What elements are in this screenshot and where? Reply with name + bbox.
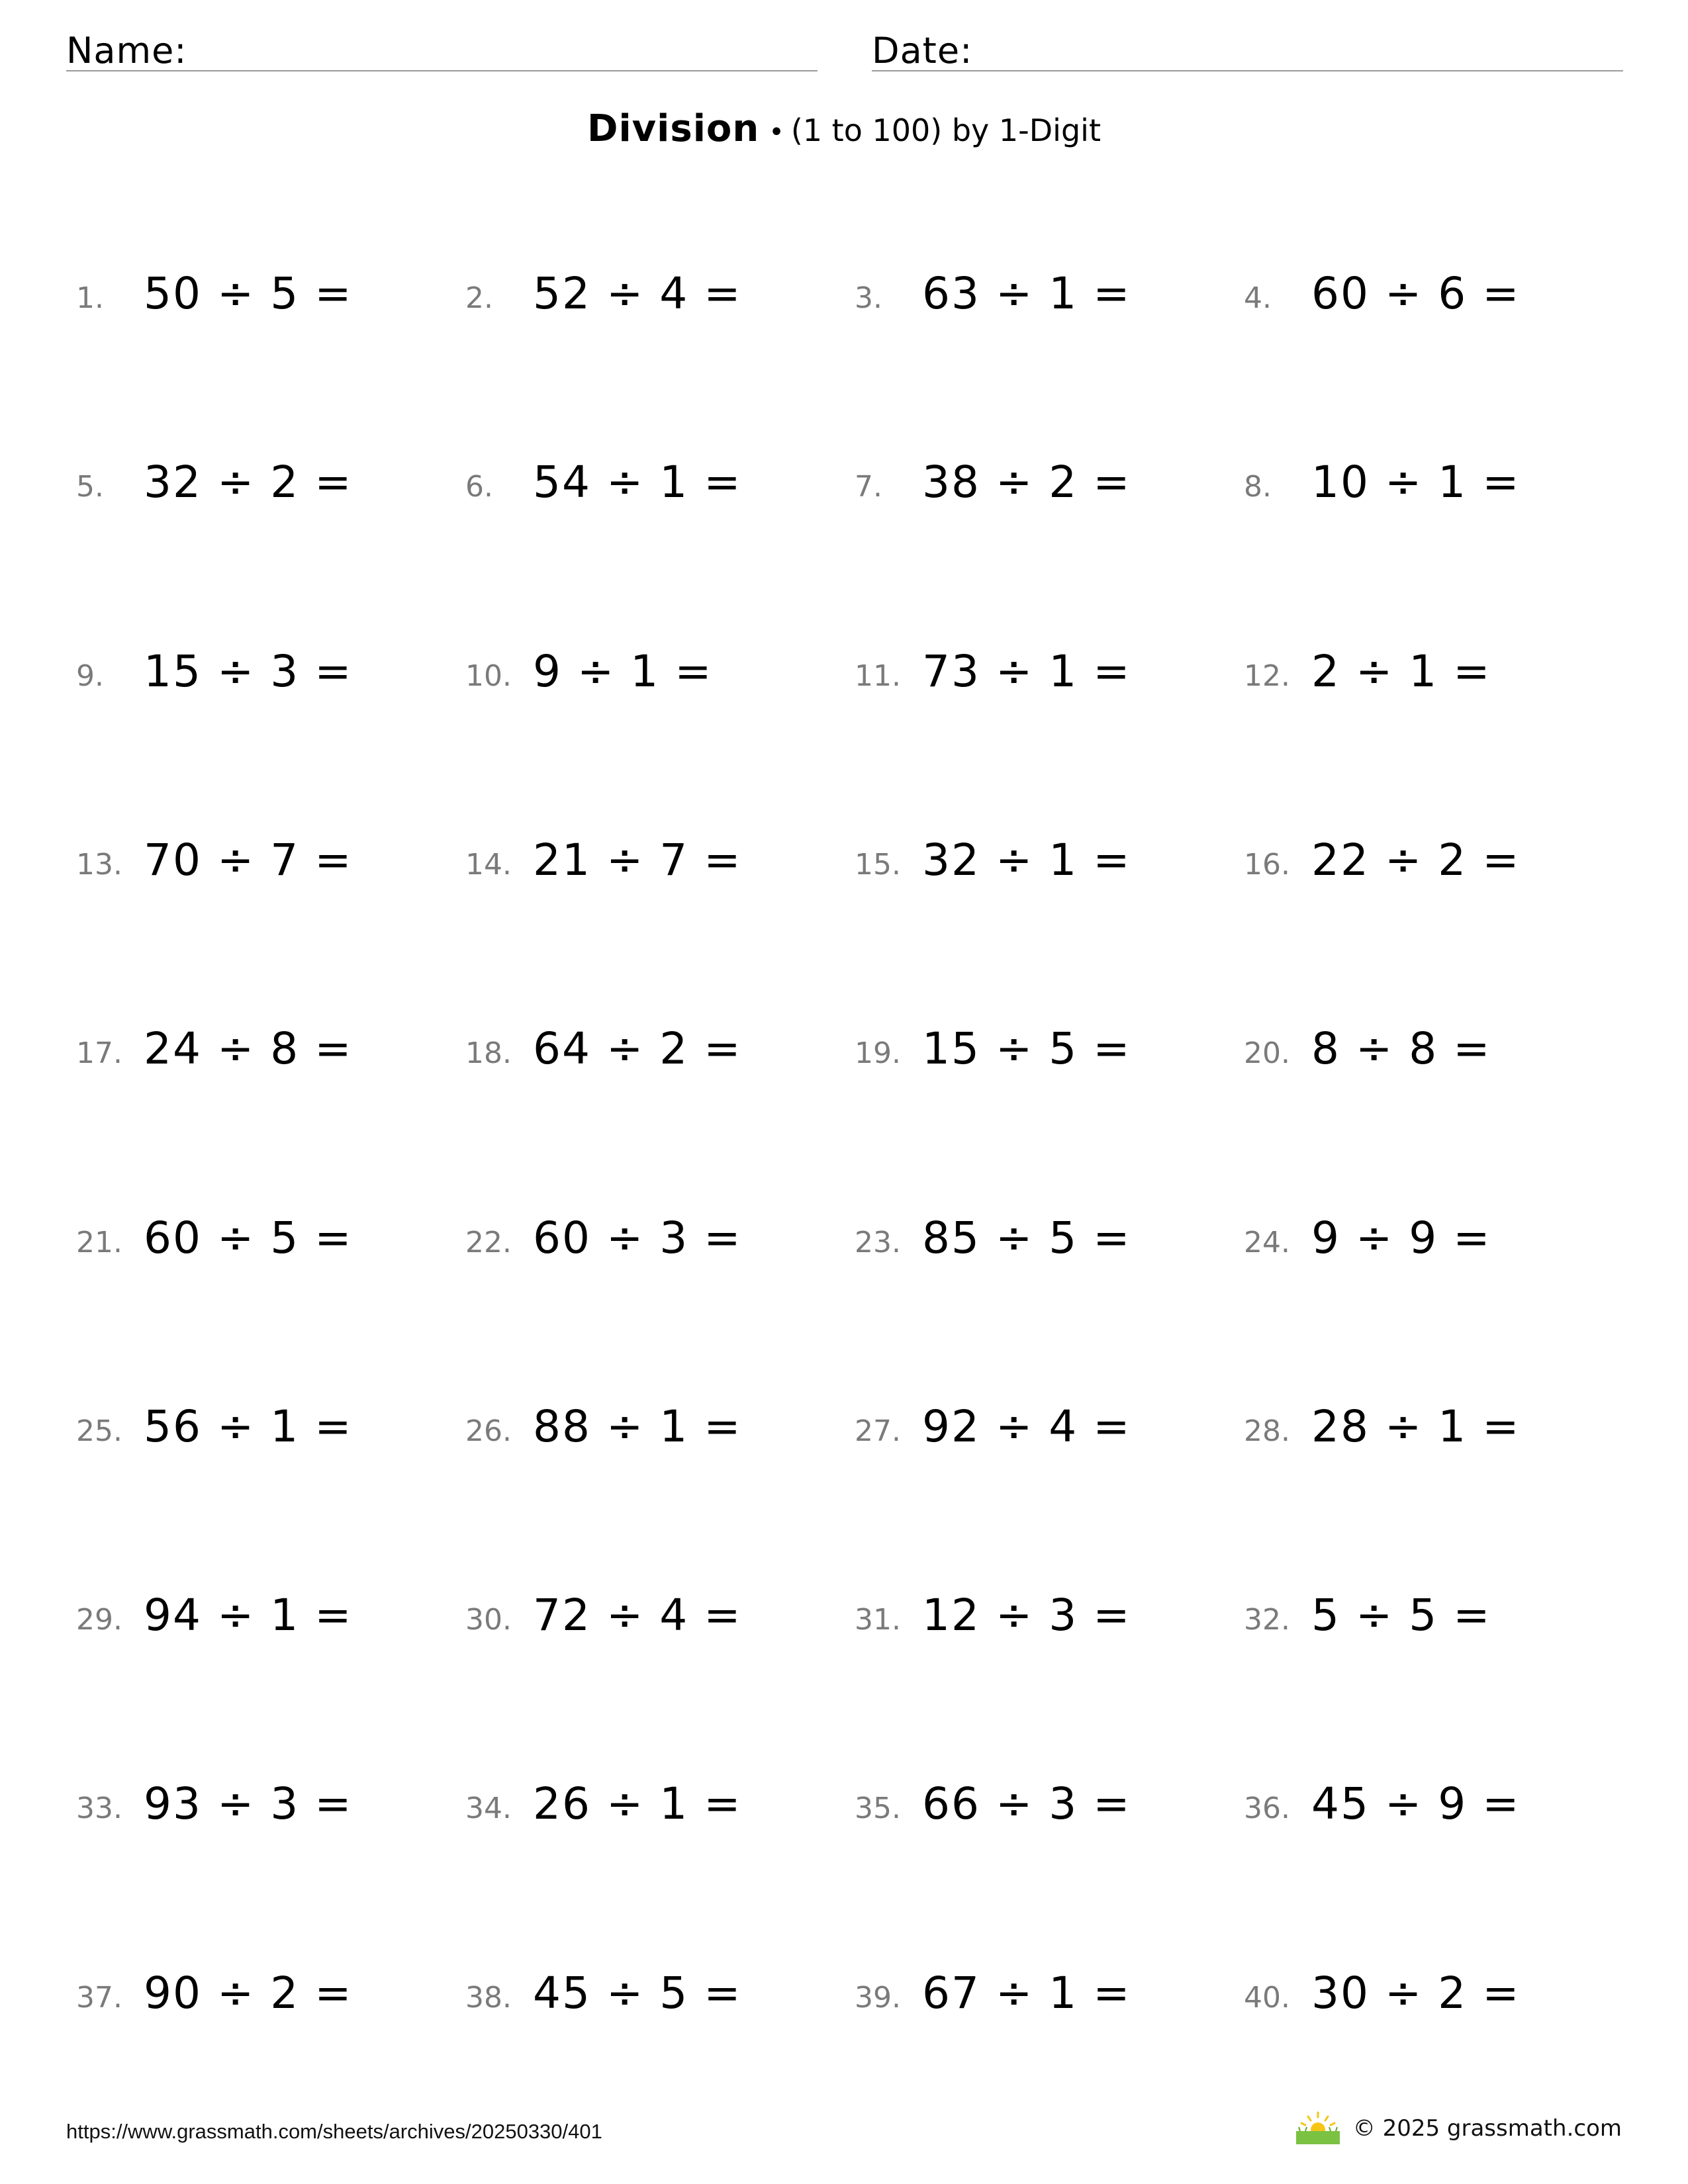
date-field[interactable] [872,26,1623,71]
problem-number: 38. [465,1980,512,2015]
problem-number: 5. [76,470,104,504]
problem-expression: 56 ÷ 1 = [144,1400,353,1452]
problem-expression: 93 ÷ 3 = [144,1778,353,1830]
problem-expression: 15 ÷ 5 = [922,1023,1131,1075]
problem-expression: 88 ÷ 1 = [533,1400,742,1452]
problem-number: 28. [1244,1414,1290,1448]
problem-number: 4. [1244,281,1272,315]
problem-number: 12. [1244,659,1290,693]
problem-number: 1. [76,281,104,315]
problem-number: 25. [76,1414,122,1448]
problem-number: 2. [465,281,493,315]
problem-number: 27. [855,1414,901,1448]
name-field[interactable] [66,26,818,71]
problem-expression: 15 ÷ 3 = [144,645,353,697]
problem-number: 19. [855,1036,901,1071]
problem-expression: 10 ÷ 1 = [1311,457,1521,508]
problem-number: 21. [76,1225,122,1259]
title-subtitle: (1 to 100) by 1-Digit [790,113,1101,148]
problem-number: 17. [76,1036,122,1071]
problem-number: 22. [465,1225,512,1259]
name-label: Name: [66,30,187,71]
problem-expression: 26 ÷ 1 = [533,1778,742,1830]
problem-number: 36. [1244,1792,1290,1826]
problem-expression: 24 ÷ 8 = [144,1023,353,1075]
problem-number: 31. [855,1603,901,1637]
problem-number: 29. [76,1603,122,1637]
title-main: Division [587,107,760,150]
problem-expression: 5 ÷ 5 = [1311,1590,1491,1641]
problem-expression: 66 ÷ 3 = [922,1778,1131,1830]
problem-number: 24. [1244,1225,1290,1259]
problem-expression: 94 ÷ 1 = [144,1590,353,1641]
problem-number: 32. [1244,1603,1290,1637]
problem-expression: 85 ÷ 5 = [922,1212,1131,1263]
footer-brand [1293,2111,1622,2146]
problem-expression: 60 ÷ 3 = [533,1212,742,1263]
problem-expression: 8 ÷ 8 = [1311,1023,1491,1075]
problem-expression: 60 ÷ 5 = [144,1212,353,1263]
problem-expression: 45 ÷ 9 = [1311,1778,1521,1830]
problem-expression: 90 ÷ 2 = [144,1967,353,2019]
problem-expression: 21 ÷ 7 = [533,834,742,886]
problem-number: 39. [855,1980,901,2015]
problem-number: 9. [76,659,104,693]
problem-expression: 32 ÷ 1 = [922,834,1131,886]
problem-expression: 38 ÷ 2 = [922,457,1131,508]
problem-expression: 12 ÷ 3 = [922,1590,1131,1641]
date-label: Date: [872,30,973,71]
problem-expression: 50 ÷ 5 = [144,268,353,319]
problem-number: 15. [855,847,901,882]
problem-expression: 22 ÷ 2 = [1311,834,1521,886]
problem-expression: 9 ÷ 1 = [533,645,713,697]
problem-number: 20. [1244,1036,1290,1071]
problem-number: 23. [855,1225,901,1259]
problem-expression: 64 ÷ 2 = [533,1023,742,1075]
problem-expression: 28 ÷ 1 = [1311,1400,1521,1452]
problem-expression: 45 ÷ 5 = [533,1967,742,2019]
problem-number: 33. [76,1792,122,1826]
problem-expression: 73 ÷ 1 = [922,645,1131,697]
problem-expression: 30 ÷ 2 = [1311,1967,1521,2019]
footer-copyright: © 2025 grassmath.com [1352,2115,1622,2142]
problem-expression: 32 ÷ 2 = [144,457,353,508]
problem-expression: 72 ÷ 4 = [533,1590,742,1641]
problem-number: 13. [76,847,122,882]
problem-number: 7. [855,470,882,504]
problem-number: 37. [76,1980,122,2015]
problem-expression: 2 ÷ 1 = [1311,645,1491,697]
problem-number: 10. [465,659,512,693]
problem-number: 26. [465,1414,512,1448]
problem-number: 40. [1244,1980,1290,2015]
problem-expression: 92 ÷ 4 = [922,1400,1131,1452]
problem-expression: 63 ÷ 1 = [922,268,1131,319]
problem-number: 11. [855,659,901,693]
worksheet-title [0,106,1688,161]
problem-expression: 67 ÷ 1 = [922,1967,1131,2019]
problem-number: 14. [465,847,512,882]
problem-expression: 60 ÷ 6 = [1311,268,1521,319]
sun-over-grass-icon [1293,2111,1342,2146]
problem-expression: 52 ÷ 4 = [533,268,742,319]
problem-number: 3. [855,281,882,315]
footer-url: https://www.grassmath.com/sheets/archives/20250330/401 [66,2120,602,2143]
problem-number: 30. [465,1603,512,1637]
problem-number: 8. [1244,470,1272,504]
problem-number: 16. [1244,847,1290,882]
problem-expression: 9 ÷ 9 = [1311,1212,1491,1263]
problem-number: 34. [465,1792,512,1826]
problem-number: 18. [465,1036,512,1071]
problem-expression: 70 ÷ 7 = [144,834,353,886]
problem-number: 35. [855,1792,901,1826]
problem-number: 6. [465,470,493,504]
title-separator: • [769,117,784,148]
problem-expression: 54 ÷ 1 = [533,457,742,508]
